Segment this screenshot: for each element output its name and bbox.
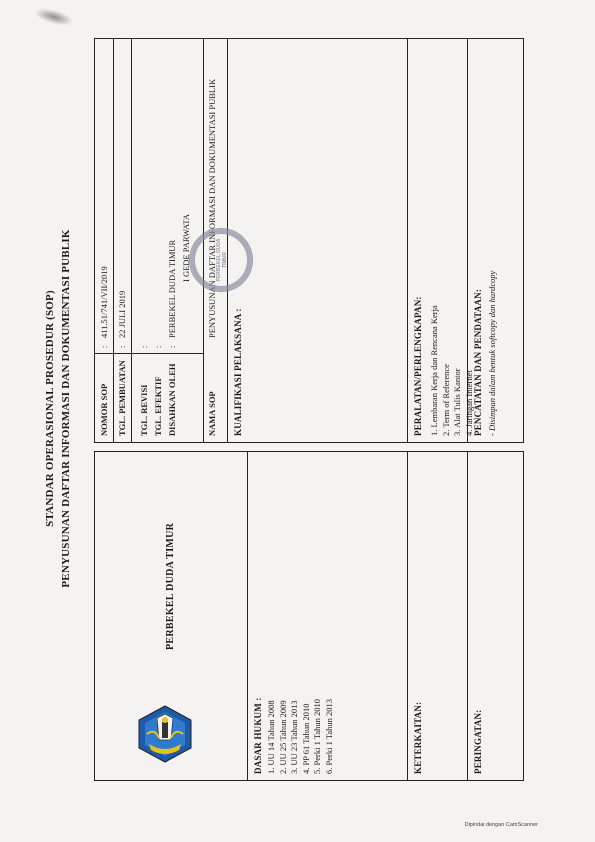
peralatan-section [407,39,474,442]
dasar-hukum-label: DASAR HUKUM : [253,697,263,774]
sop-document [38,36,528,781]
colon: : [167,345,177,348]
peralatan-item: 4. Jaringan Internet [463,370,474,436]
disahkan-label: DISAHKAN OLEH [167,363,177,436]
peralatan-item: 3. Alat Tulis Kantor [452,368,462,436]
dasar-hukum-section [247,452,407,780]
peringatan-label: PERINGATAN: [473,709,483,774]
dasar-hukum-item: 5. Perki 1 Tahun 2010 [312,698,322,774]
title-line-2: PENYUSUNAN DAFTAR INFORMASI DAN DOKUMENTASI PUBLIK [60,229,72,588]
peralatan-item: 1. Lembaran Kerja dan Rencana Kerja [429,305,439,436]
colon: : [139,345,149,348]
kualifikasi-section [227,39,407,442]
dasar-hukum-item: 4. PP 61 Tahun 2010 [300,703,311,774]
colon: : [117,345,127,348]
dasar-hukum-item: 2. UU 25 Tahun 2009 [277,700,288,774]
nama-sop-label: NAMA SOP [207,391,217,436]
tgl-pembuatan-value: 22 JULI 2019 [117,290,127,338]
divider [131,39,132,442]
dasar-hukum-item: 1. UU 14 Tahun 2008 [266,700,276,774]
keterkaitan-section [407,452,467,780]
peralatan-label: PERALATAN/PERLENGKAPAN: [413,296,423,436]
tgl-revisi-label: TGL. REVISI [139,384,149,436]
pencatatan-section [467,39,525,442]
colon: : [99,345,109,348]
stamp-text: PERBEKEL DUDA TIMUR [216,238,228,282]
pencatatan-item: - Disimpan dalam bentuk softcopy dan hardcopy [487,270,497,436]
kualifikasi-label: KUALIFIKASI PELAKSANA : [233,308,243,436]
dasar-hukum-item: 6. Perki 1 Tahun 2013 [323,698,334,774]
scan-smudge [33,5,75,29]
signer-name: I GEDE PARWATA [181,214,191,282]
nomor-sop-label: NOMOR SOP [99,383,109,436]
tgl-efektif-label: TGL. EFEKTIF [153,376,163,436]
keterkaitan-label: KETERKAITAN: [413,701,423,774]
peringatan-section [467,452,525,780]
nomor-sop-value: 411.51/741/VII/2019 [99,266,109,338]
nama-sop-value: PENYUSUNAN DAFTAR INFORMASI DAN DOKUMENTASI PUBLIK [207,78,217,338]
pencatatan-label: PENCATATAN DAN PENDATAAN: [473,289,483,436]
peralatan-item: 2. Term of Reference [440,364,451,436]
tgl-pembuatan-row [113,39,131,442]
left-column [94,451,524,781]
scanner-watermark: Dipindai dengan CamScanner [464,822,538,828]
title-line-1: STANDAR OPERASIONAL PROSEDUR (SOP) [44,290,56,527]
colon: : [153,345,163,348]
organization-block [95,452,247,780]
organization-name: PERBEKEL DUDA TIMUR [165,522,176,650]
dasar-hukum-item: 3. UU 23 Tahun 2013 [289,700,299,774]
document-title [38,36,88,781]
signer-row [177,39,195,442]
regency-crest-icon [135,704,195,764]
disahkan-value: PERBEKEL DUDA TIMUR [167,239,177,338]
nomor-sop-row [95,39,113,442]
right-column [94,38,524,443]
tgl-pembuatan-label: TGL. PEMBUATAN [117,360,127,436]
